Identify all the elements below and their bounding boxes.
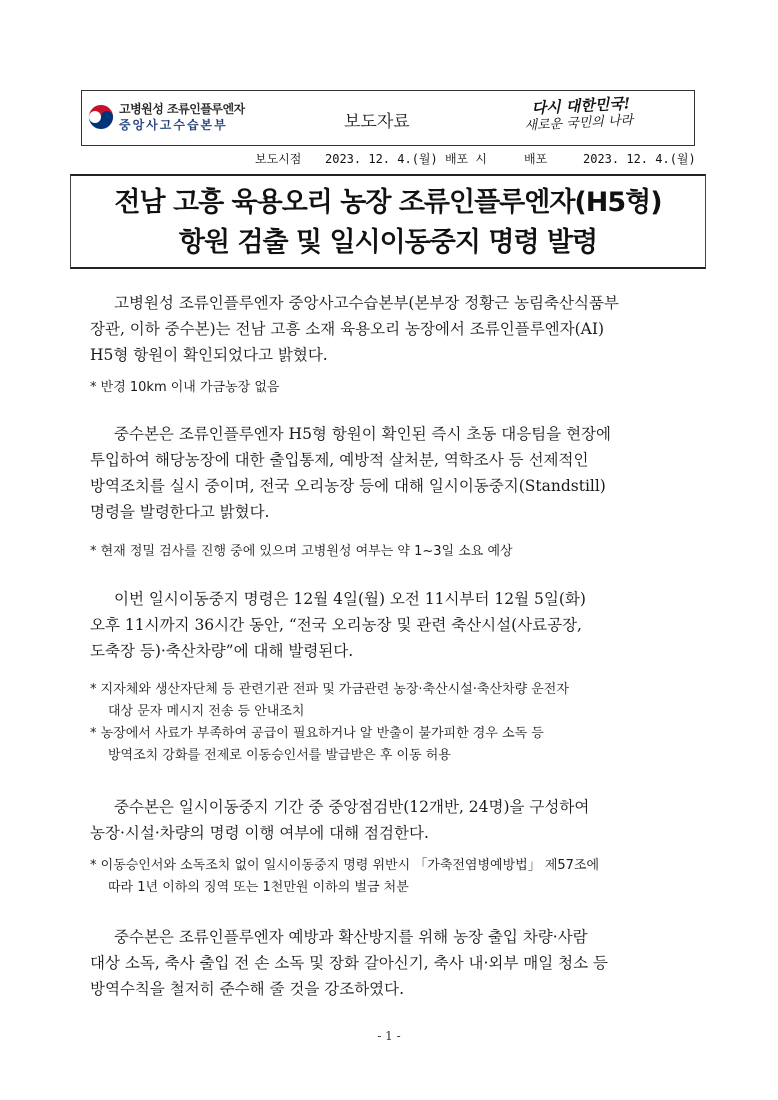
paragraph-3: [90, 586, 706, 664]
paragraph-line: H5형 항원이 확인되었다고 밝혔다.: [90, 346, 328, 364]
note-line: * 지자체와 생산자단체 등 관련기관 전파 및 가금관련 농장·축산시설·축산차량 운전자: [90, 682, 569, 697]
paragraph-line: 장관, 이하 중수본)는 전남 고흥 소재 육용오리 농장에서 조류인플루엔자(AI): [90, 320, 605, 338]
paragraph-line: 이번 일시이동중지 명령은 12월 4일(월) 오전 11시부터 12월 5일(화): [114, 590, 586, 608]
distribution-label: 배포: [524, 152, 548, 166]
slogan-line1: 다시 대한민국!: [531, 94, 631, 118]
header-box: [81, 90, 695, 146]
paragraph-2: [90, 421, 706, 525]
note-line: * 이동승인서와 소독조치 없이 일시이동중지 명령 위반시 「가축전염병예방법」 제57조에: [90, 858, 600, 873]
paragraph-line: 중수본은 일시이동중지 기간 중 중앙점검반(12개반, 24명)을 구성하여: [114, 798, 590, 816]
headline-box: [70, 174, 706, 269]
note-line: * 농장에서 사료가 부족하여 공급이 필요하거나 알 반출이 불가피한 경우 소독 등: [90, 726, 544, 741]
paragraph-line: 오후 11시까지 36시간 동안, “전국 오리농장 및 관련 축산시설(사료공장,: [90, 616, 582, 634]
note-line: 방역조치 강화를 전제로 이동승인서를 발급받은 후 이동 허용: [108, 748, 451, 763]
headline-line1: 전남 고흥 육용오리 농장 조류인플루엔자(H5형): [114, 187, 662, 218]
note-line: 따라 1년 이하의 징역 또는 1천만원 이하의 벌금 처분: [108, 880, 409, 895]
paragraph-line: 명령을 발령한다고 밝혔다.: [90, 503, 270, 521]
paragraph-line: 도축장 등)·축산차량”에 대해 발령된다.: [90, 642, 354, 660]
paragraph-line: 투입하여 해당농장에 대한 출입통제, 예방적 살처분, 역학조사 등 선제적인: [90, 451, 589, 469]
note-4: [90, 855, 706, 899]
org-name: [119, 101, 245, 133]
press-release-label: 보도자료: [344, 112, 410, 132]
org-name-line1: 고병원성 조류인플루엔자: [119, 102, 245, 116]
note-line: * 반경 10km 이내 가금농장 없음: [90, 380, 280, 395]
page-number: - 1 -: [377, 1029, 401, 1043]
paragraph-4: [90, 794, 706, 846]
paragraph-line: 방역조치를 실시 중이며, 전국 오리농장 등에 대해 일시이동중지(Standstill): [90, 477, 606, 495]
paragraph-line: 중수본은 조류인플루엔자 예방과 확산방지를 위해 농장 출입 차량·사람: [114, 928, 588, 946]
slogan: [521, 93, 673, 135]
note-line: * 현재 정밀 검사를 진행 중에 있으며 고병원성 여부는 약 1~3일 소요 예상: [90, 544, 513, 559]
note-1: [90, 377, 706, 399]
release-time-label: 보도시점: [255, 152, 302, 166]
paragraph-line: 중수본은 조류인플루엔자 H5형 항원이 확인된 즉시 초동 대응팀을 현장에: [114, 425, 612, 443]
paragraph-5: [90, 924, 706, 1002]
note-2: [90, 541, 706, 563]
note-3: [90, 679, 706, 767]
slogan-line2: 새로운 국민의 나라: [524, 113, 634, 134]
release-time-value: 2023. 12. 4.(월) 배포 시: [325, 152, 487, 166]
note-line: 대상 문자 메시지 전송 등 안내조치: [108, 704, 305, 719]
paragraph-line: 농장·시설·차량의 명령 이행 여부에 대해 점검한다.: [90, 824, 429, 842]
paragraph-line: 방역수칙을 철저히 준수해 줄 것을 강조하였다.: [90, 980, 405, 998]
paragraph-1: [90, 290, 706, 368]
taegeuk-emblem-icon: [87, 103, 115, 131]
paragraph-line: 고병원성 조류인플루엔자 중앙사고수습본부(본부장 정황근 농림축산식품부: [114, 294, 619, 312]
distribution-value: 2023. 12. 4.(월): [583, 152, 696, 166]
headline-line2: 항원 검출 및 일시이동중지 명령 발령: [178, 227, 598, 258]
ministry-logo: [87, 101, 245, 133]
paragraph-line: 대상 소독, 축사 출입 전 손 소독 및 장화 갈아신기, 축사 내·외부 매일 청소 등: [90, 954, 608, 972]
org-name-line2: 중앙사고수습본부: [119, 118, 228, 132]
